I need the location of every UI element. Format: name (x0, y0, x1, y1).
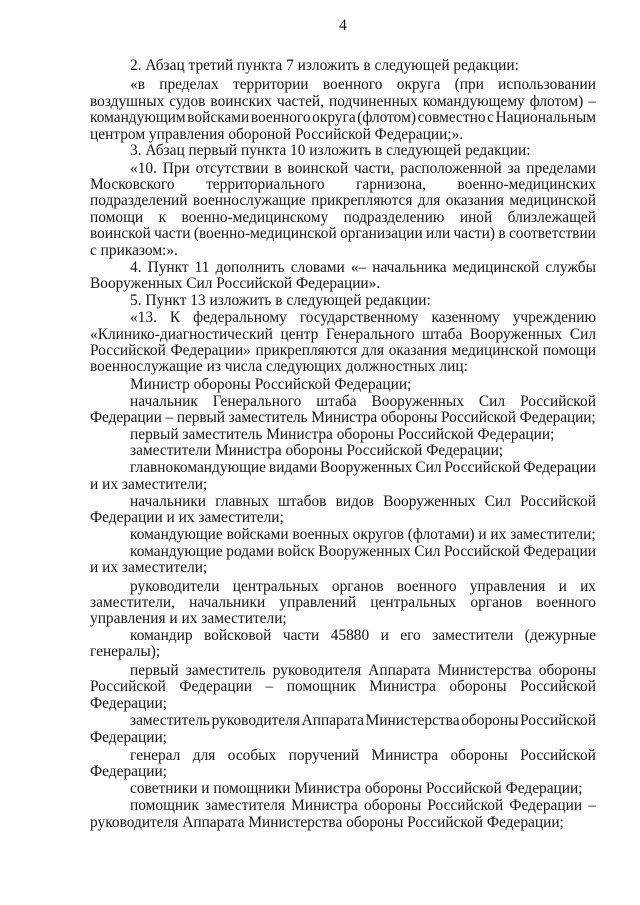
text-line: управления и их заместители; (90, 610, 287, 627)
text-line: руководителя Аппарата Министерства обороны Российской Федерации; (90, 814, 564, 831)
text-line: руководители центральных органов военного управления и их (130, 578, 596, 595)
text-line: 3. Абзац первый пункта 10 изложить в следующей редакции: (130, 142, 531, 159)
text-line: 4. Пункт 11 дополнить словами «– начальника медицинской службы (130, 259, 596, 276)
text-line: заместитель руководителя Аппарата Министерства обороны Российской (130, 712, 596, 729)
text-line: Московского территориального гарнизона, военно-медицинских (90, 176, 596, 193)
text-line: Министр обороны Российской Федерации; (130, 376, 412, 393)
text-line: главнокомандующие видами Вооруженных Сил Российской Федерации (130, 459, 596, 476)
text-line: воздушных судов воинских частей, подчиненных командующему флотом) – (90, 93, 596, 110)
text-line: командующие родами войск Вооруженных Сил Российской Федерации (130, 543, 596, 560)
text-line: и их заместители; (90, 476, 208, 493)
page-number: 4 (339, 17, 347, 34)
text-line: командир войсковой части 45880 и его заместители (дежурные (130, 627, 596, 644)
text-line: «Клинико-диагностический центр Генерального штаба Вооруженных Сил (90, 326, 596, 343)
text-line: Федерации – первый заместитель Министра обороны Российской Федерации; (90, 409, 596, 426)
text-line: военнослужащие из числа следующих должностных лиц: (90, 358, 468, 375)
text-line: помощи к военно-медицинскому подразделению иной близлежащей (90, 209, 596, 226)
text-line: «13. К федеральному государственному казенному учреждению (130, 309, 596, 326)
text-line: Российской Федерации» прикрепляются для оказания медицинской помощи (90, 342, 596, 359)
text-line: генералы); (90, 643, 161, 660)
text-line: Федерации; (90, 729, 167, 746)
text-line: и их заместители; (90, 559, 208, 576)
text-line: подразделений военнослужащие прикрепляются для оказания медицинской (90, 192, 596, 209)
text-line: Федерации; (90, 763, 167, 780)
text-line: начальник Генерального штаба Вооруженных Сил Российской (130, 393, 596, 410)
text-line: воинской части (военно-медицинской организации или части) в соответствии (90, 225, 596, 242)
text-line: 5. Пункт 13 изложить в следующей редакции: (130, 292, 431, 309)
text-line: Федерации; (90, 695, 167, 712)
text-line: помощник заместителя Министра обороны Российской Федерации – (130, 797, 596, 814)
text-line: «в пределах территории военного округа (при использовании (130, 76, 596, 93)
text-line: центром управления обороной Российской Федерации;». (90, 126, 464, 143)
text-line: «10. При отсутствии в воинской части, расположенной за пределами (130, 160, 596, 177)
text-line: командующим войсками военного округа (флотом) совместно с Национальным (90, 109, 596, 126)
text-line: советники и помощники Министра обороны Российской Федерации; (130, 780, 583, 797)
text-line: Федерации и их заместители; (90, 509, 284, 526)
text-line: командующие войсками военных округов (флотами) и их заместители; (130, 526, 596, 543)
text-line: Российской Федерации – помощник Министра обороны Российской (90, 678, 596, 695)
text-line: заместители, начальники управлений центральных органов военного (90, 594, 596, 611)
text-line: первый заместитель Министра обороны Российской Федерации; (130, 426, 555, 443)
text-line: Вооруженных Сил Российской Федерации». (90, 275, 381, 292)
text-line: генерал для особых поручений Министра обороны Российской (130, 747, 596, 764)
text-line: с приказом:». (90, 242, 178, 259)
text-line: начальники главных штабов видов Вооруженных Сил Российской (130, 493, 596, 510)
text-line: первый заместитель руководителя Аппарата Министерства обороны (130, 662, 596, 679)
text-line: 2. Абзац третий пункта 7 изложить в следующей редакции: (130, 57, 519, 74)
text-line: заместители Министра обороны Российской Федерации; (130, 442, 504, 459)
